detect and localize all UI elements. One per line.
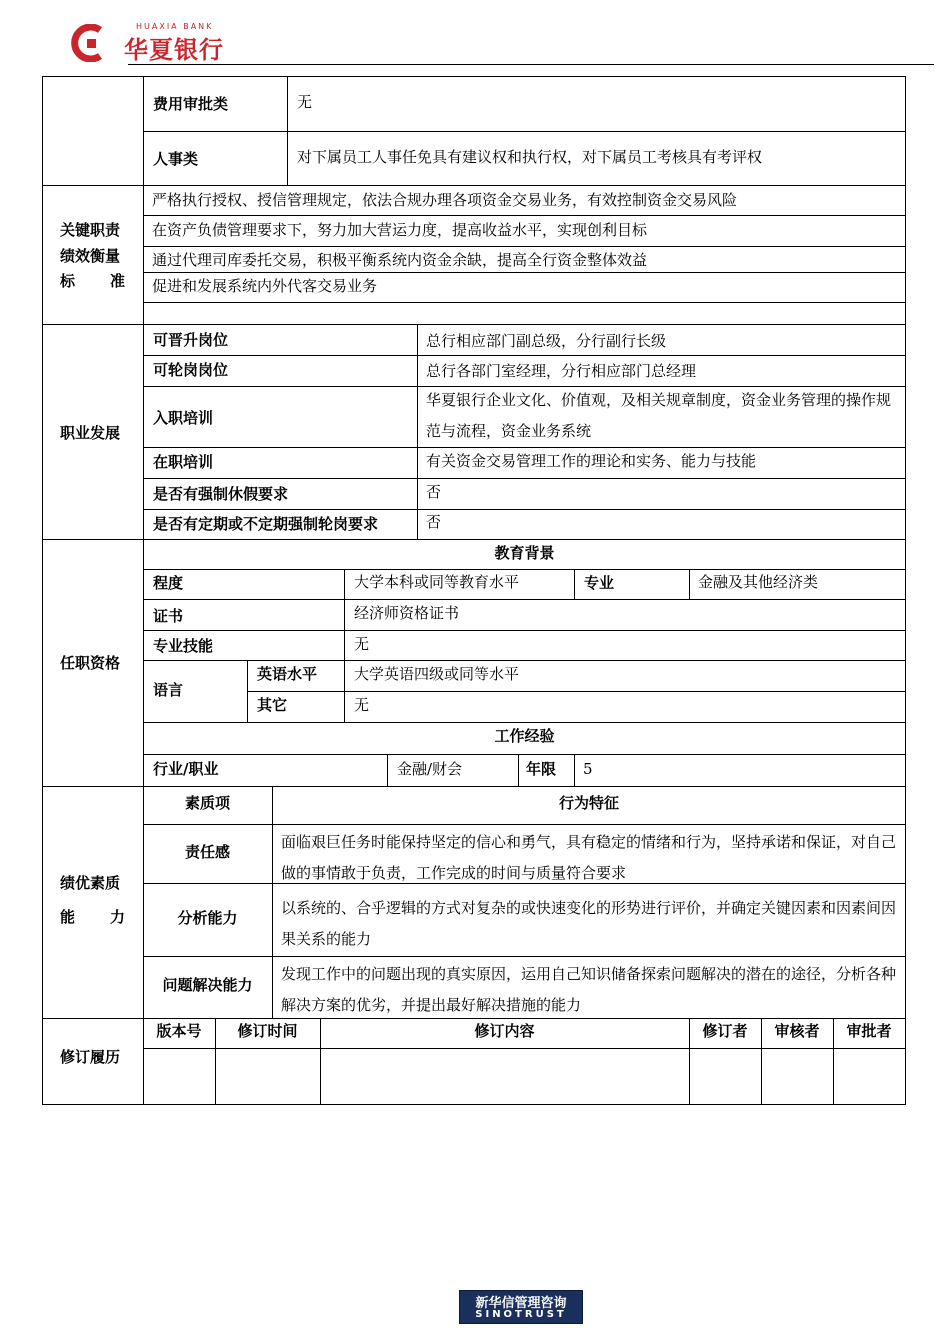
- years-label: 年限: [526, 760, 557, 778]
- competency-item: 责任感: [184, 843, 230, 861]
- education-title: 教育背景: [494, 544, 555, 562]
- kpi-item: 通过代理司库委托交易，积极平衡系统内资金余缺，提高全行资金整体效益: [152, 251, 648, 269]
- other-language-label: 其它: [257, 696, 288, 714]
- major-value: 金融及其他经济类: [698, 573, 819, 591]
- qualification-label: 任职资格: [60, 654, 121, 672]
- authority-label-hr: 人事类: [153, 150, 199, 168]
- other-language-value: 无: [354, 696, 370, 714]
- career-row-value: 华夏银行企业文化、价值观，及相关规章制度，资金业务管理的操作规范与流程，资金业务系统: [426, 391, 892, 440]
- kpi-label-line3a: 标: [60, 272, 76, 290]
- header-divider: [128, 64, 934, 65]
- competency-label-line2b: 力: [110, 908, 126, 926]
- bank-name-en: HUAXIA BANK: [136, 22, 214, 31]
- huaxia-bank-logo-icon: [70, 24, 112, 62]
- years-value: 5: [583, 760, 593, 778]
- authority-label-expense: 费用审批类: [153, 95, 229, 113]
- industry-value: 金融/财会: [397, 760, 463, 778]
- authority-value-expense: 无: [297, 93, 313, 111]
- cert-label: 证书: [153, 607, 184, 625]
- bank-name-cn: 华夏银行: [124, 36, 224, 64]
- competency-col-item: 素质项: [184, 794, 230, 812]
- revision-label: 修订履历: [60, 1048, 121, 1066]
- language-label: 语言: [153, 681, 184, 699]
- page-header: [0, 0, 950, 66]
- kpi-item: 严格执行授权、授信管理规定，依法合规办理各项资金交易业务，有效控制资金交易风险: [152, 191, 738, 209]
- experience-title: 工作经验: [494, 727, 555, 745]
- skill-value: 无: [354, 635, 370, 653]
- kpi-label-line2: 绩效衡量: [60, 247, 121, 265]
- revision-col-reviewer: 审核者: [774, 1022, 820, 1040]
- career-row-label: 可轮岗岗位: [153, 361, 229, 379]
- competency-label-line1: 绩优素质: [60, 874, 121, 892]
- english-value: 大学英语四级或同等水平: [354, 665, 520, 683]
- english-label: 英语水平: [257, 665, 318, 683]
- competency-desc: 以系统的、合乎逻辑的方式对复杂的或快速变化的形势进行评价，并确定关键因素和因素间因果关系的能力: [281, 899, 897, 948]
- major-label: 专业: [584, 574, 615, 592]
- sinotrust-logo-en: SINOTRUST: [475, 1309, 567, 1320]
- competency-item: 问题解决能力: [162, 976, 253, 994]
- kpi-item: 在资产负债管理要求下，努力加大营运力度，提高收益水平，实现创利目标: [152, 221, 648, 239]
- competency-desc: 发现工作中的问题出现的真实原因，运用自己知识储备探索问题解决的潜在的途径，分析各种解决方案的优劣，并提出最好解决措施的能力: [281, 965, 897, 1014]
- career-row-label: 是否有强制休假要求: [153, 485, 289, 503]
- kpi-label-line1: 关键职责: [60, 221, 121, 239]
- revision-col-version: 版本号: [156, 1022, 202, 1040]
- cert-value: 经济师资格证书: [354, 604, 460, 622]
- degree-value: 大学本科或同等教育水平: [354, 573, 520, 591]
- competency-desc: 面临艰巨任务时能保持坚定的信心和勇气，具有稳定的情绪和行为，坚持承诺和保证，对自己做的事情敢于负责，工作完成的时间与质量符合要求: [281, 833, 897, 882]
- kpi-item: 促进和发展系统内外代客交易业务: [152, 277, 378, 295]
- sinotrust-logo: [459, 1290, 583, 1324]
- career-row-value: 否: [426, 513, 442, 531]
- revision-col-content: 修订内容: [474, 1022, 535, 1040]
- authority-value-hr: 对下属员工人事任免具有建议权和执行权，对下属员工考核具有考评权: [297, 148, 763, 166]
- career-row-label: 可晋升岗位: [153, 331, 229, 349]
- competency-label-line2a: 能: [60, 908, 76, 926]
- revision-col-approver: 审批者: [846, 1022, 892, 1040]
- industry-label: 行业/职业: [153, 760, 219, 778]
- kpi-label-line3b: 准: [110, 272, 126, 290]
- competency-item: 分析能力: [177, 909, 238, 927]
- career-row-value: 有关资金交易管理工作的理论和实务、能力与技能: [426, 452, 757, 470]
- career-row-label: 在职培训: [153, 453, 214, 471]
- career-row-value: 总行各部门室经理，分行相应部门总经理: [426, 362, 697, 380]
- revision-col-reviser: 修订者: [702, 1022, 748, 1040]
- career-label: 职业发展: [60, 424, 121, 442]
- skill-label: 专业技能: [153, 637, 214, 655]
- revision-col-time: 修订时间: [237, 1022, 298, 1040]
- degree-label: 程度: [153, 574, 184, 592]
- career-row-label: 入职培训: [153, 409, 214, 427]
- competency-col-behavior: 行为特征: [558, 794, 619, 812]
- career-row-value: 否: [426, 483, 442, 501]
- career-row-value: 总行相应部门副总级，分行副行长级: [426, 332, 667, 350]
- career-row-label: 是否有定期或不定期强制轮岗要求: [153, 515, 379, 533]
- sinotrust-logo-cn: 新华信管理咨询: [475, 1296, 567, 1311]
